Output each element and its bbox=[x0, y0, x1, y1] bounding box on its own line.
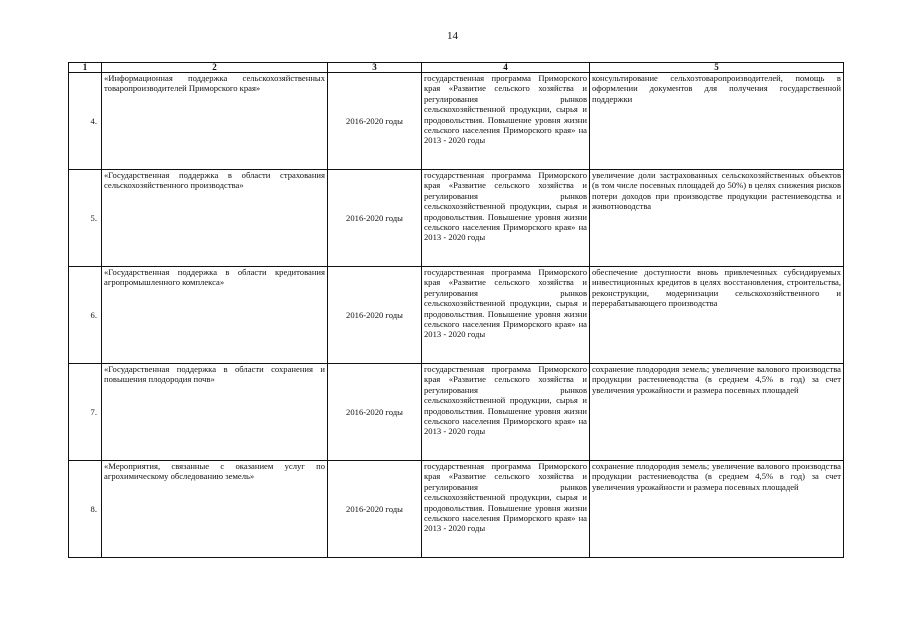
expected-result: сохранение плодородия земель; увеличение валового производства продукции растениеводства (в среднем 4,5% в год) за счет увеличения урожайности и размера посевных площадей bbox=[590, 364, 844, 461]
table-row bbox=[69, 267, 844, 364]
row-number: 7. bbox=[69, 364, 102, 461]
measures-table bbox=[68, 62, 844, 558]
header-row bbox=[69, 63, 844, 73]
row-number: 6. bbox=[69, 267, 102, 364]
program-name: государственная программа Приморского края «Развитие сельского хозяйства и регулирования рынков сельскохозяйственной продукции, сырья и продовольствия. Повышение уровня жизни сельского населения Приморского края» на 2013 - 2020 годы bbox=[422, 170, 590, 267]
measure-name: «Государственная поддержка в области страхования сельскохозяйственного производства» bbox=[102, 170, 328, 267]
period: 2016-2020 годы bbox=[328, 267, 422, 364]
period: 2016-2020 годы bbox=[328, 170, 422, 267]
expected-result: обеспечение доступности вновь привлеченных субсидируемых инвестиционных кредитов в целях восстановления, строительства, реконструкции, модернизации сельскохозяйственного и перерабатывающего производства bbox=[590, 267, 844, 364]
table-row bbox=[69, 73, 844, 170]
column-header: 3 bbox=[328, 63, 422, 73]
column-header: 4 bbox=[422, 63, 590, 73]
program-name: государственная программа Приморского края «Развитие сельского хозяйства и регулирования рынков сельскохозяйственной продукции, сырья и продовольствия. Повышение уровня жизни сельского населения Приморского края» на 2013 - 2020 годы bbox=[422, 461, 590, 558]
program-name: государственная программа Приморского края «Развитие сельского хозяйства и регулирования рынков сельскохозяйственной продукции, сырья и продовольствия. Повышение уровня жизни сельского населения Приморского края» на 2013 - 2020 годы bbox=[422, 267, 590, 364]
row-number: 4. bbox=[69, 73, 102, 170]
period: 2016-2020 годы bbox=[328, 461, 422, 558]
page-number: 14 bbox=[447, 30, 458, 42]
row-number: 8. bbox=[69, 461, 102, 558]
column-header: 2 bbox=[102, 63, 328, 73]
column-header: 5 bbox=[590, 63, 844, 73]
measure-name: «Мероприятия, связанные с оказанием услуг по агрохимическому обследованию земель» bbox=[102, 461, 328, 558]
expected-result: сохранение плодородия земель; увеличение валового производства продукции растениеводства (в среднем 4,5% в год) за счет увеличения урожайности и размера посевных площадей bbox=[590, 461, 844, 558]
measure-name: «Информационная поддержка сельскохозяйственных товаропроизводителей Приморского края» bbox=[102, 73, 328, 170]
expected-result: увеличение доли застрахованных сельскохозяйственных объектов (в том числе посевных площадей до 50%) в целях снижения рисков потери доходов при производстве продукции растениеводства и животноводства bbox=[590, 170, 844, 267]
measure-name: «Государственная поддержка в области сохранения и повышения плодородия почв» bbox=[102, 364, 328, 461]
row-number: 5. bbox=[69, 170, 102, 267]
measure-name: «Государственная поддержка в области кредитования агропромышленного комплекса» bbox=[102, 267, 328, 364]
expected-result: консультирование сельхозтоваропроизводителей, помощь в оформлении документов для получения государственной поддержки bbox=[590, 73, 844, 170]
table-row bbox=[69, 170, 844, 267]
table-row bbox=[69, 461, 844, 558]
program-name: государственная программа Приморского края «Развитие сельского хозяйства и регулирования рынков сельскохозяйственной продукции, сырья и продовольствия. Повышение уровня жизни сельского населения Приморского края» на 2013 - 2020 годы bbox=[422, 73, 590, 170]
period: 2016-2020 годы bbox=[328, 73, 422, 170]
column-header: 1 bbox=[69, 63, 102, 73]
period: 2016-2020 годы bbox=[328, 364, 422, 461]
table-row bbox=[69, 364, 844, 461]
program-name: государственная программа Приморского края «Развитие сельского хозяйства и регулирования рынков сельскохозяйственной продукции, сырья и продовольствия. Повышение уровня жизни сельского населения Приморского края» на 2013 - 2020 годы bbox=[422, 364, 590, 461]
